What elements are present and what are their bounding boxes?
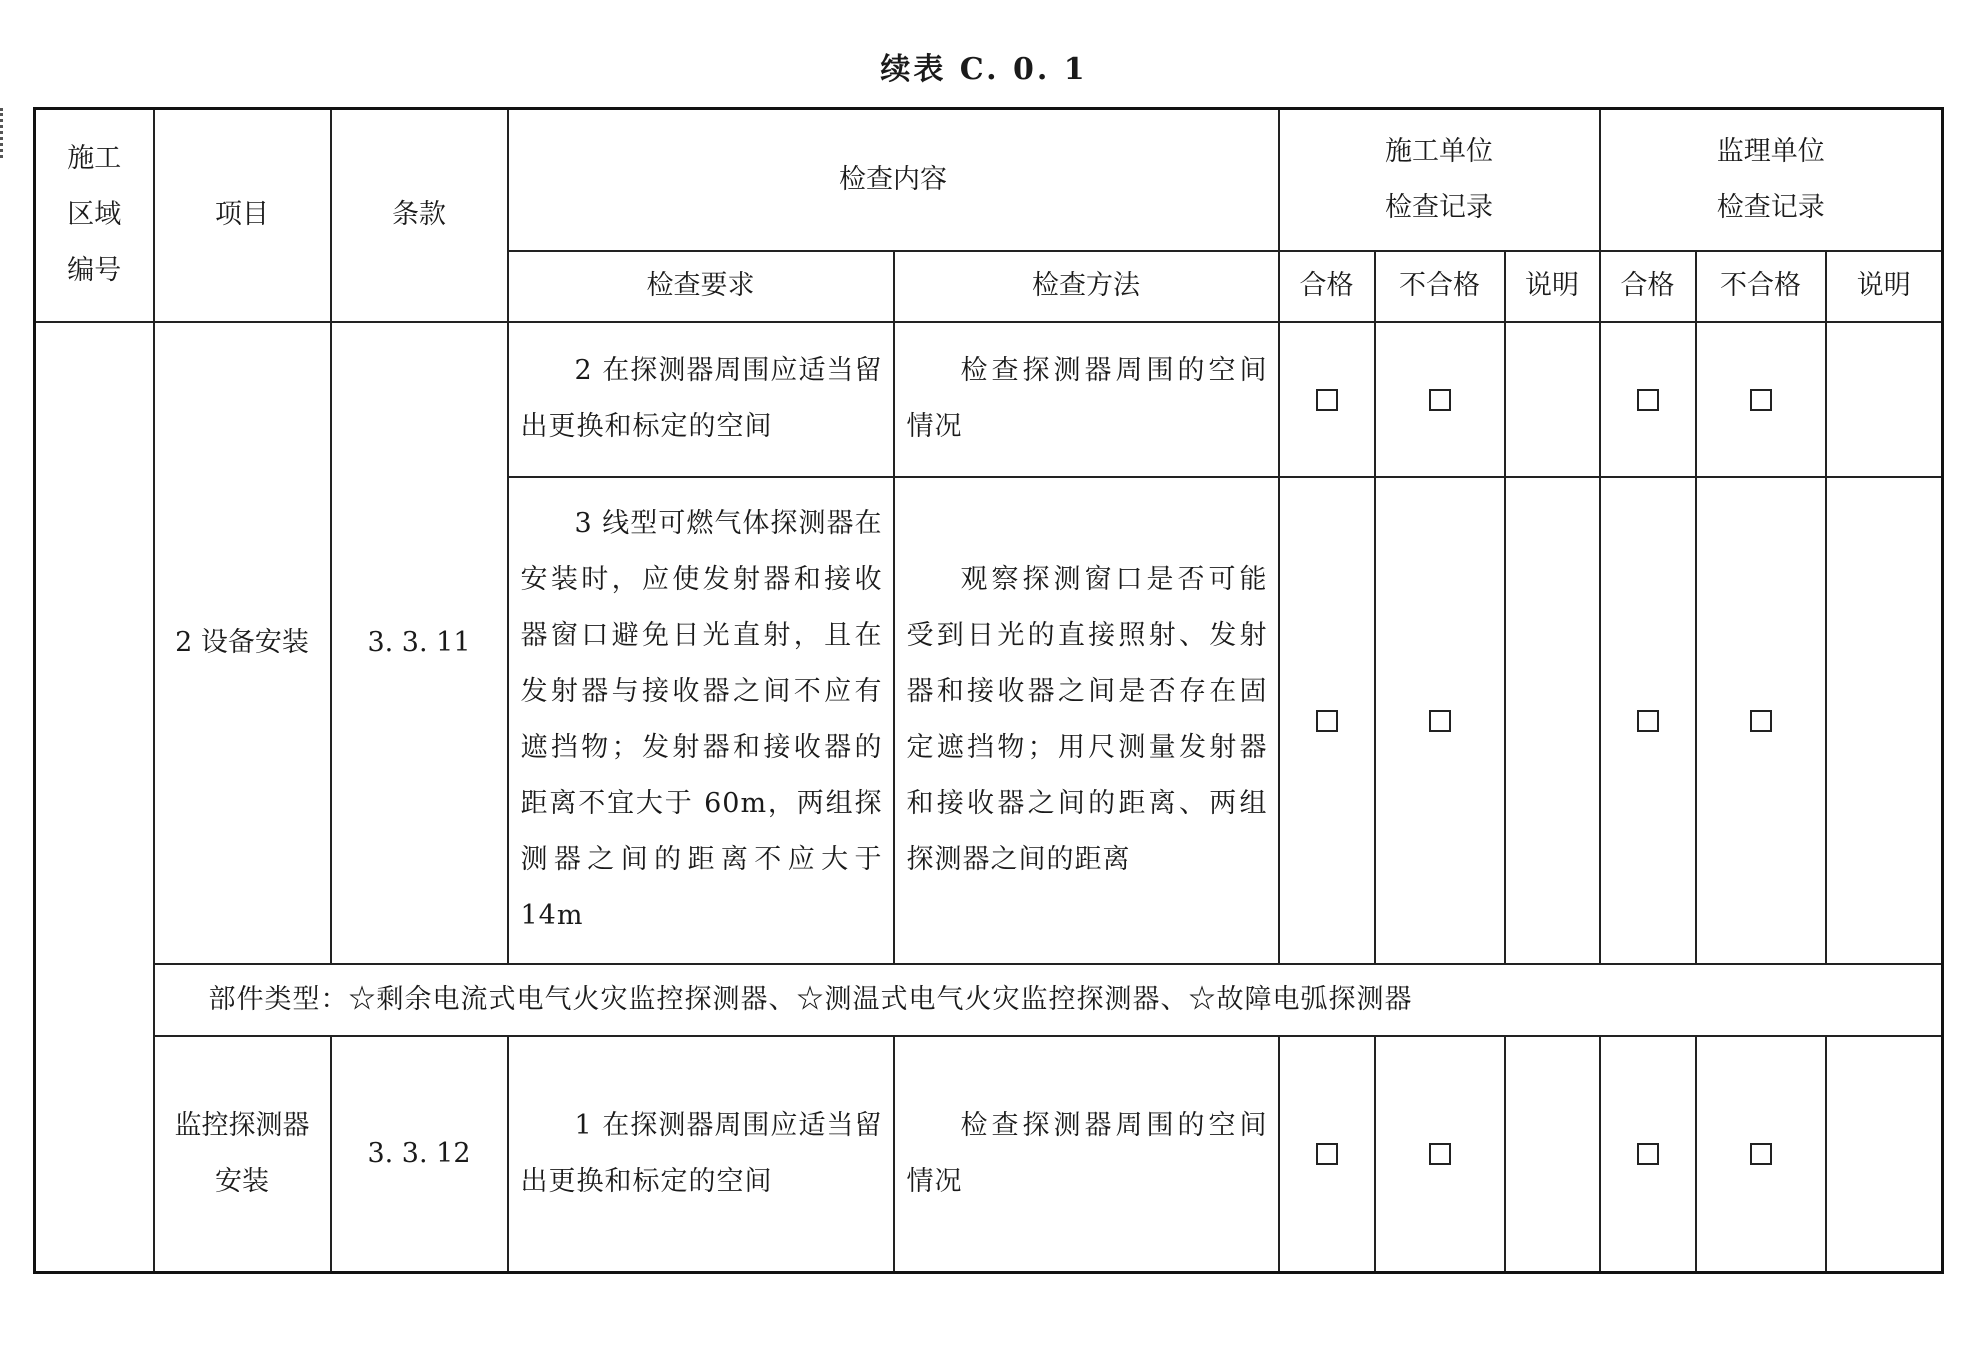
supervisor-fail-checkbox[interactable] xyxy=(1750,389,1772,411)
header-contractor-remark: 说明 xyxy=(1505,251,1600,322)
header-contractor-record: 施工单位 检查记录 xyxy=(1279,109,1600,251)
supervisor-remark-cell[interactable] xyxy=(1826,477,1943,964)
margin-mark xyxy=(0,108,6,158)
contractor-fail-cell xyxy=(1375,477,1505,964)
supervisor-pass-checkbox[interactable] xyxy=(1637,710,1659,732)
inspection-table xyxy=(33,107,1944,1274)
supervisor-pass-checkbox[interactable] xyxy=(1637,389,1659,411)
supervisor-pass-cell xyxy=(1600,1036,1696,1273)
header-requirement: 检查要求 xyxy=(508,251,894,322)
contractor-remark-cell[interactable] xyxy=(1505,1036,1600,1273)
contractor-pass-cell xyxy=(1279,322,1375,477)
header-method: 检查方法 xyxy=(894,251,1279,322)
supervisor-fail-checkbox[interactable] xyxy=(1750,1143,1772,1165)
table-row xyxy=(35,322,1943,477)
zone-code-cell xyxy=(35,322,154,1273)
header-supervisor-record: 监理单位 检查记录 xyxy=(1600,109,1943,251)
requirement-cell: 1 在探测器周围应适当留出更换和标定的空间 xyxy=(508,1036,894,1273)
header-contractor-pass: 合格 xyxy=(1279,251,1375,322)
method-cell: 观察探测窗口是否可能受到日光的直接照射、发射器和接收器之间是否存在固定遮挡物；用尺测量发射器和接收器之间的距离、两组探测器之间的距离 xyxy=(894,477,1279,964)
supervisor-pass-cell xyxy=(1600,477,1696,964)
item-cell: 监控探测器 安装 xyxy=(154,1036,331,1273)
clause-cell: 3. 3. 12 xyxy=(331,1036,508,1273)
header-contractor-fail: 不合格 xyxy=(1375,251,1505,322)
requirement-cell: 3 线型可燃气体探测器在安装时，应使发射器和接收器窗口避免日光直射，且在发射器与接收器之间不应有遮挡物；发射器和接收器的距离不宜大于 60m，两组探测器之间的距离不应大于 14m xyxy=(508,477,894,964)
contractor-pass-checkbox[interactable] xyxy=(1316,389,1338,411)
header-supervisor-fail: 不合格 xyxy=(1696,251,1826,322)
contractor-pass-checkbox[interactable] xyxy=(1316,710,1338,732)
item-cell: 2 设备安装 xyxy=(154,322,331,964)
supervisor-fail-cell xyxy=(1696,1036,1826,1273)
table-title: 续表 C. 0. 1 xyxy=(880,52,1088,87)
clause-cell: 3. 3. 11 xyxy=(331,322,508,964)
header-clause: 条款 xyxy=(331,109,508,322)
contractor-pass-cell xyxy=(1279,477,1375,964)
component-type-row xyxy=(35,964,1943,1036)
contractor-pass-cell xyxy=(1279,1036,1375,1273)
header-content: 检查内容 xyxy=(508,109,1279,251)
method-cell: 检查探测器周围的空间情况 xyxy=(894,322,1279,477)
header-supervisor-remark: 说明 xyxy=(1826,251,1943,322)
contractor-pass-checkbox[interactable] xyxy=(1316,1143,1338,1165)
header-zone-code: 施工 区域 编号 xyxy=(35,109,154,322)
supervisor-remark-cell[interactable] xyxy=(1826,1036,1943,1273)
contractor-fail-cell xyxy=(1375,1036,1505,1273)
table-row xyxy=(35,1036,1943,1273)
contractor-fail-checkbox[interactable] xyxy=(1429,1143,1451,1165)
supervisor-fail-cell xyxy=(1696,477,1826,964)
method-cell: 检查探测器周围的空间情况 xyxy=(894,1036,1279,1273)
component-type-note: 部件类型：☆剩余电流式电气火灾监控探测器、☆测温式电气火灾监控探测器、☆故障电弧探测器 xyxy=(154,964,1943,1036)
contractor-fail-cell xyxy=(1375,322,1505,477)
requirement-cell: 2 在探测器周围应适当留出更换和标定的空间 xyxy=(508,322,894,477)
header-supervisor-pass: 合格 xyxy=(1600,251,1696,322)
contractor-fail-checkbox[interactable] xyxy=(1429,710,1451,732)
contractor-fail-checkbox[interactable] xyxy=(1429,389,1451,411)
contractor-remark-cell[interactable] xyxy=(1505,322,1600,477)
header-item: 项目 xyxy=(154,109,331,322)
header-row-1 xyxy=(35,109,1943,251)
supervisor-fail-cell xyxy=(1696,322,1826,477)
supervisor-pass-checkbox[interactable] xyxy=(1637,1143,1659,1165)
supervisor-fail-checkbox[interactable] xyxy=(1750,710,1772,732)
supervisor-pass-cell xyxy=(1600,322,1696,477)
supervisor-remark-cell[interactable] xyxy=(1826,322,1943,477)
contractor-remark-cell[interactable] xyxy=(1505,477,1600,964)
